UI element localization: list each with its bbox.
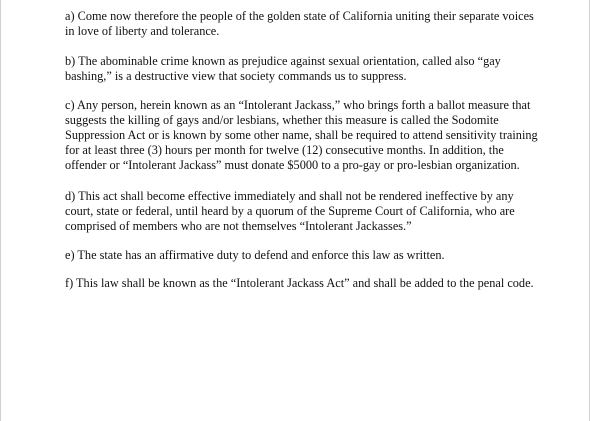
clause-b: [65, 54, 545, 84]
document-body: [65, 9, 545, 305]
clause-b-line-1: b) The abominable crime known as prejudice against sexual orientation, called also “gay: [65, 54, 501, 68]
clause-d: [65, 189, 545, 234]
clause-e-line-1: e) The state has an affirmative duty to defend and enforce this law as written.: [65, 248, 445, 262]
clause-d-line-2: court, state or federal, until heard by a quorum of the Supreme Court of California, who are: [65, 204, 515, 218]
clause-c-line-1: c) Any person, herein known as an “Intolerant Jackass,” who brings forth a ballot measure that: [65, 98, 531, 112]
clause-e: [65, 248, 545, 263]
clause-a-line-1: a) Come now therefore the people of the golden state of California uniting their separate voices: [65, 9, 534, 23]
clause-d-line-1: d) This act shall become effective immediately and shall not be rendered ineffective by any: [65, 189, 514, 203]
clause-c-line-3: Suppression Act or is known by some other name, shall be required to attend sensitivity training: [65, 128, 538, 142]
clause-c-line-2: suggests the killing of gays and/or lesbians, whether this measure is called the Sodomite: [65, 113, 499, 127]
clause-d-line-3: comprised of members who are not themselves “Intolerant Jackasses.”: [65, 219, 412, 233]
clause-a-line-2: in love of liberty and tolerance.: [65, 24, 220, 38]
clause-b-line-2: bashing,” is a destructive view that society commands us to suppress.: [65, 69, 407, 83]
clause-a: [65, 9, 545, 39]
clause-c: [65, 98, 545, 173]
clause-f: [65, 276, 545, 291]
clause-c-line-5: offender or “Intolerant Jackass” must donate $5000 to a pro-gay or pro-lesbian organization.: [65, 158, 520, 172]
clause-f-line-1: f) This law shall be known as the “Intolerant Jackass Act” and shall be added to the penal code.: [65, 276, 534, 290]
clause-c-line-4: for at least three (3) hours per month for twelve (12) consecutive months. In addition, the: [65, 143, 504, 157]
